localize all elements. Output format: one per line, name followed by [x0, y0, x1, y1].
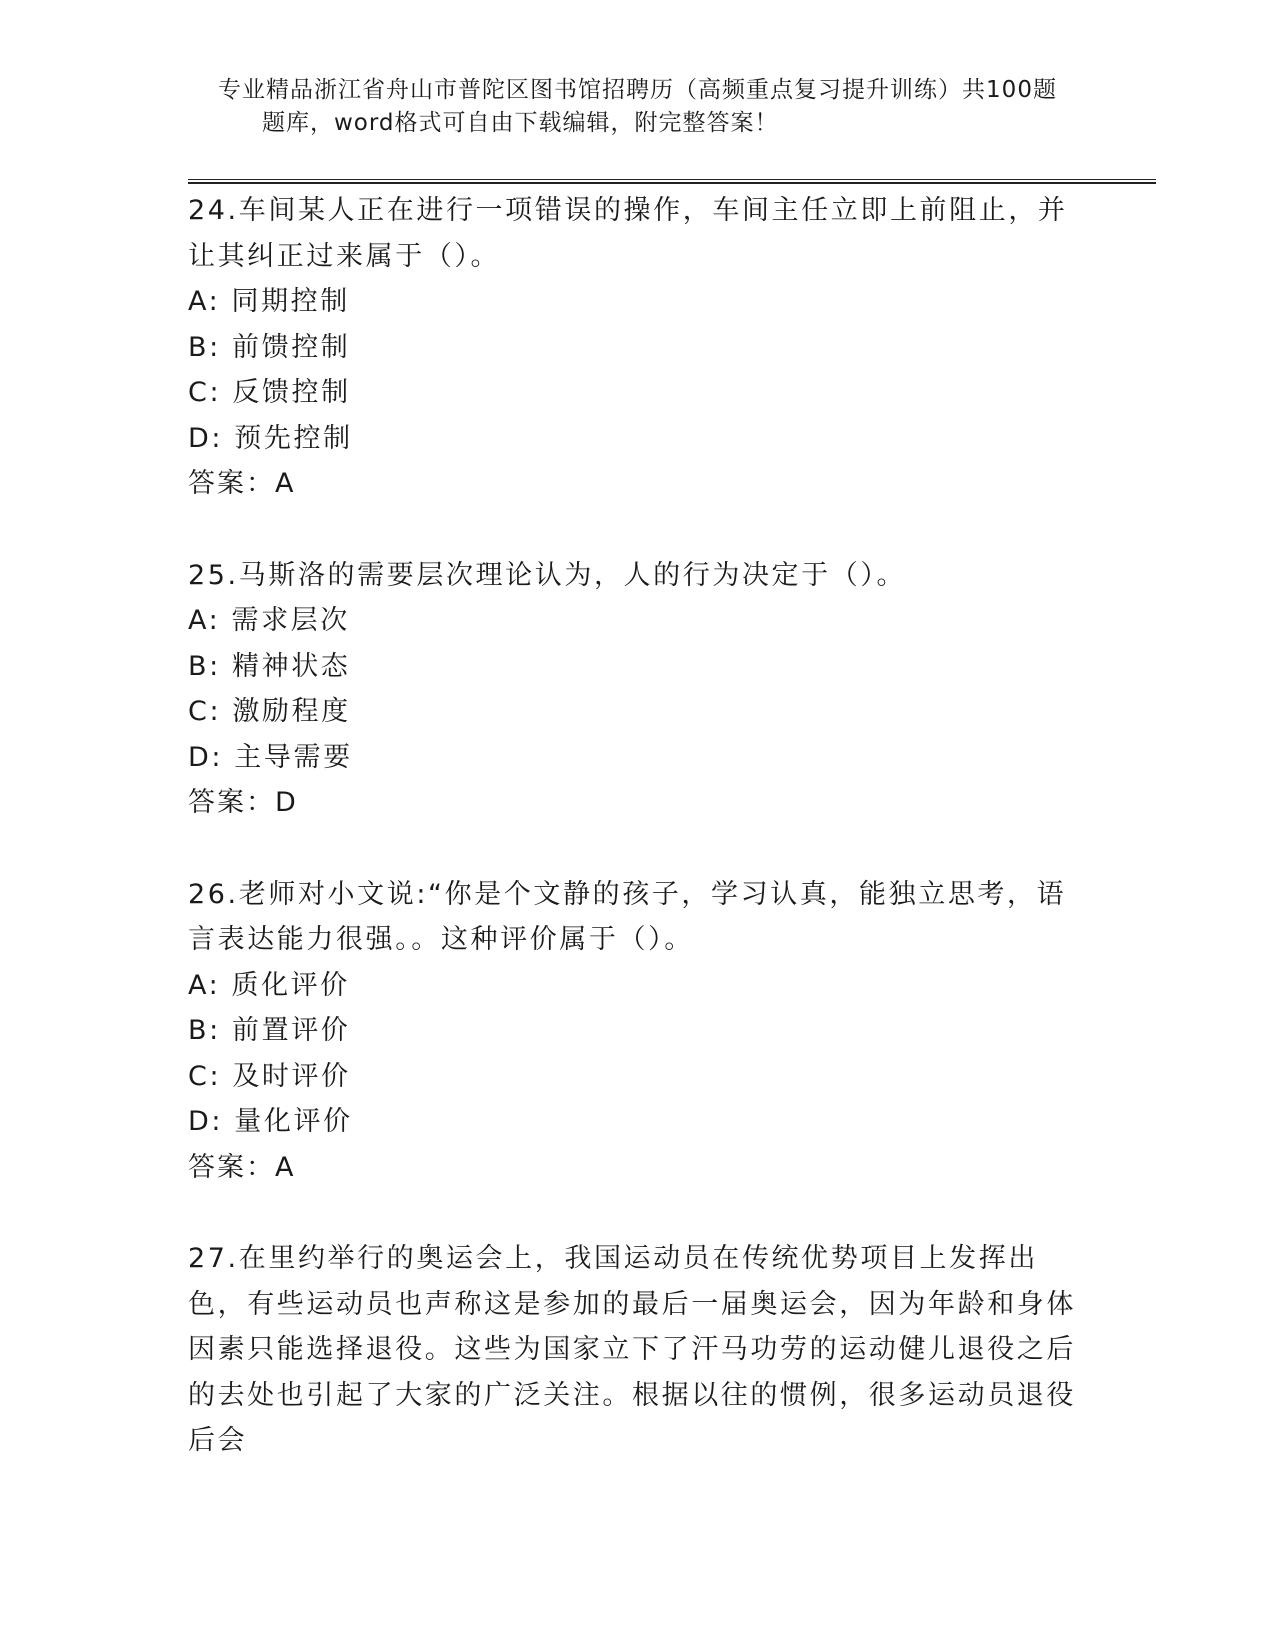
option-d: D: 量化评价 [188, 1106, 353, 1137]
question-spacer [188, 1190, 1088, 1236]
question-26 [188, 872, 1088, 1191]
option-d: D: 预先控制 [188, 422, 353, 454]
question-24 [188, 188, 1088, 507]
question-stem: 24.车间某人正在进行一项错误的操作，车间主任立即上前阻止，并让其纠正过来属于（）。 [188, 195, 1068, 272]
question-25 [188, 553, 1088, 826]
answer: 答案：A [188, 468, 296, 499]
option-c: C: 反馈控制 [188, 377, 351, 408]
header-title-line2: 题库，word格式可自由下载编辑，附完整答案！ [262, 110, 779, 136]
question-spacer [188, 826, 1088, 872]
option-c: C: 及时评价 [188, 1060, 351, 1092]
header-divider-thick [188, 182, 1156, 184]
question-stem: 25.马斯洛的需要层次理论认为，人的行为决定于（）。 [188, 559, 907, 591]
option-a: A: 需求层次 [188, 605, 350, 636]
answer: 答案：D [188, 787, 298, 818]
header-title-line1: 专业精品浙江省舟山市普陀区图书馆招聘历（高频重点复习提升训练）共100题 [218, 77, 1057, 103]
option-b: B: 前置评价 [188, 1015, 351, 1046]
option-d: D: 主导需要 [188, 741, 353, 773]
question-spacer [188, 507, 1088, 553]
option-b: B: 精神状态 [188, 650, 351, 682]
option-c: C: 激励程度 [188, 696, 351, 727]
option-a: A: 同期控制 [188, 286, 350, 317]
option-a: A: 质化评价 [188, 969, 350, 1001]
header-divider-thin [188, 179, 1156, 180]
question-list [188, 188, 1088, 1464]
question-stem: 26.老师对小文说:“你是个文静的孩子，学习认真，能独立思考，语言表达能力很强。。这种评价属于（）。 [188, 878, 1067, 955]
answer: 答案：A [188, 1151, 296, 1183]
question-27 [188, 1236, 1088, 1464]
question-stem: 27.在里约举行的奥运会上，我国运动员在传统优势项目上发挥出色，有些运动员也声称这是参加的最后一届奥运会，因为年龄和身体因素只能选择退役。这些为国家立下了汗马功劳的运动健儿退役之后的去处也引起了大家的广泛关注。根据以往的惯例，很多运动员退役后会 [188, 1243, 1076, 1456]
document-header [0, 74, 1275, 140]
option-b: B: 前馈控制 [188, 331, 351, 363]
